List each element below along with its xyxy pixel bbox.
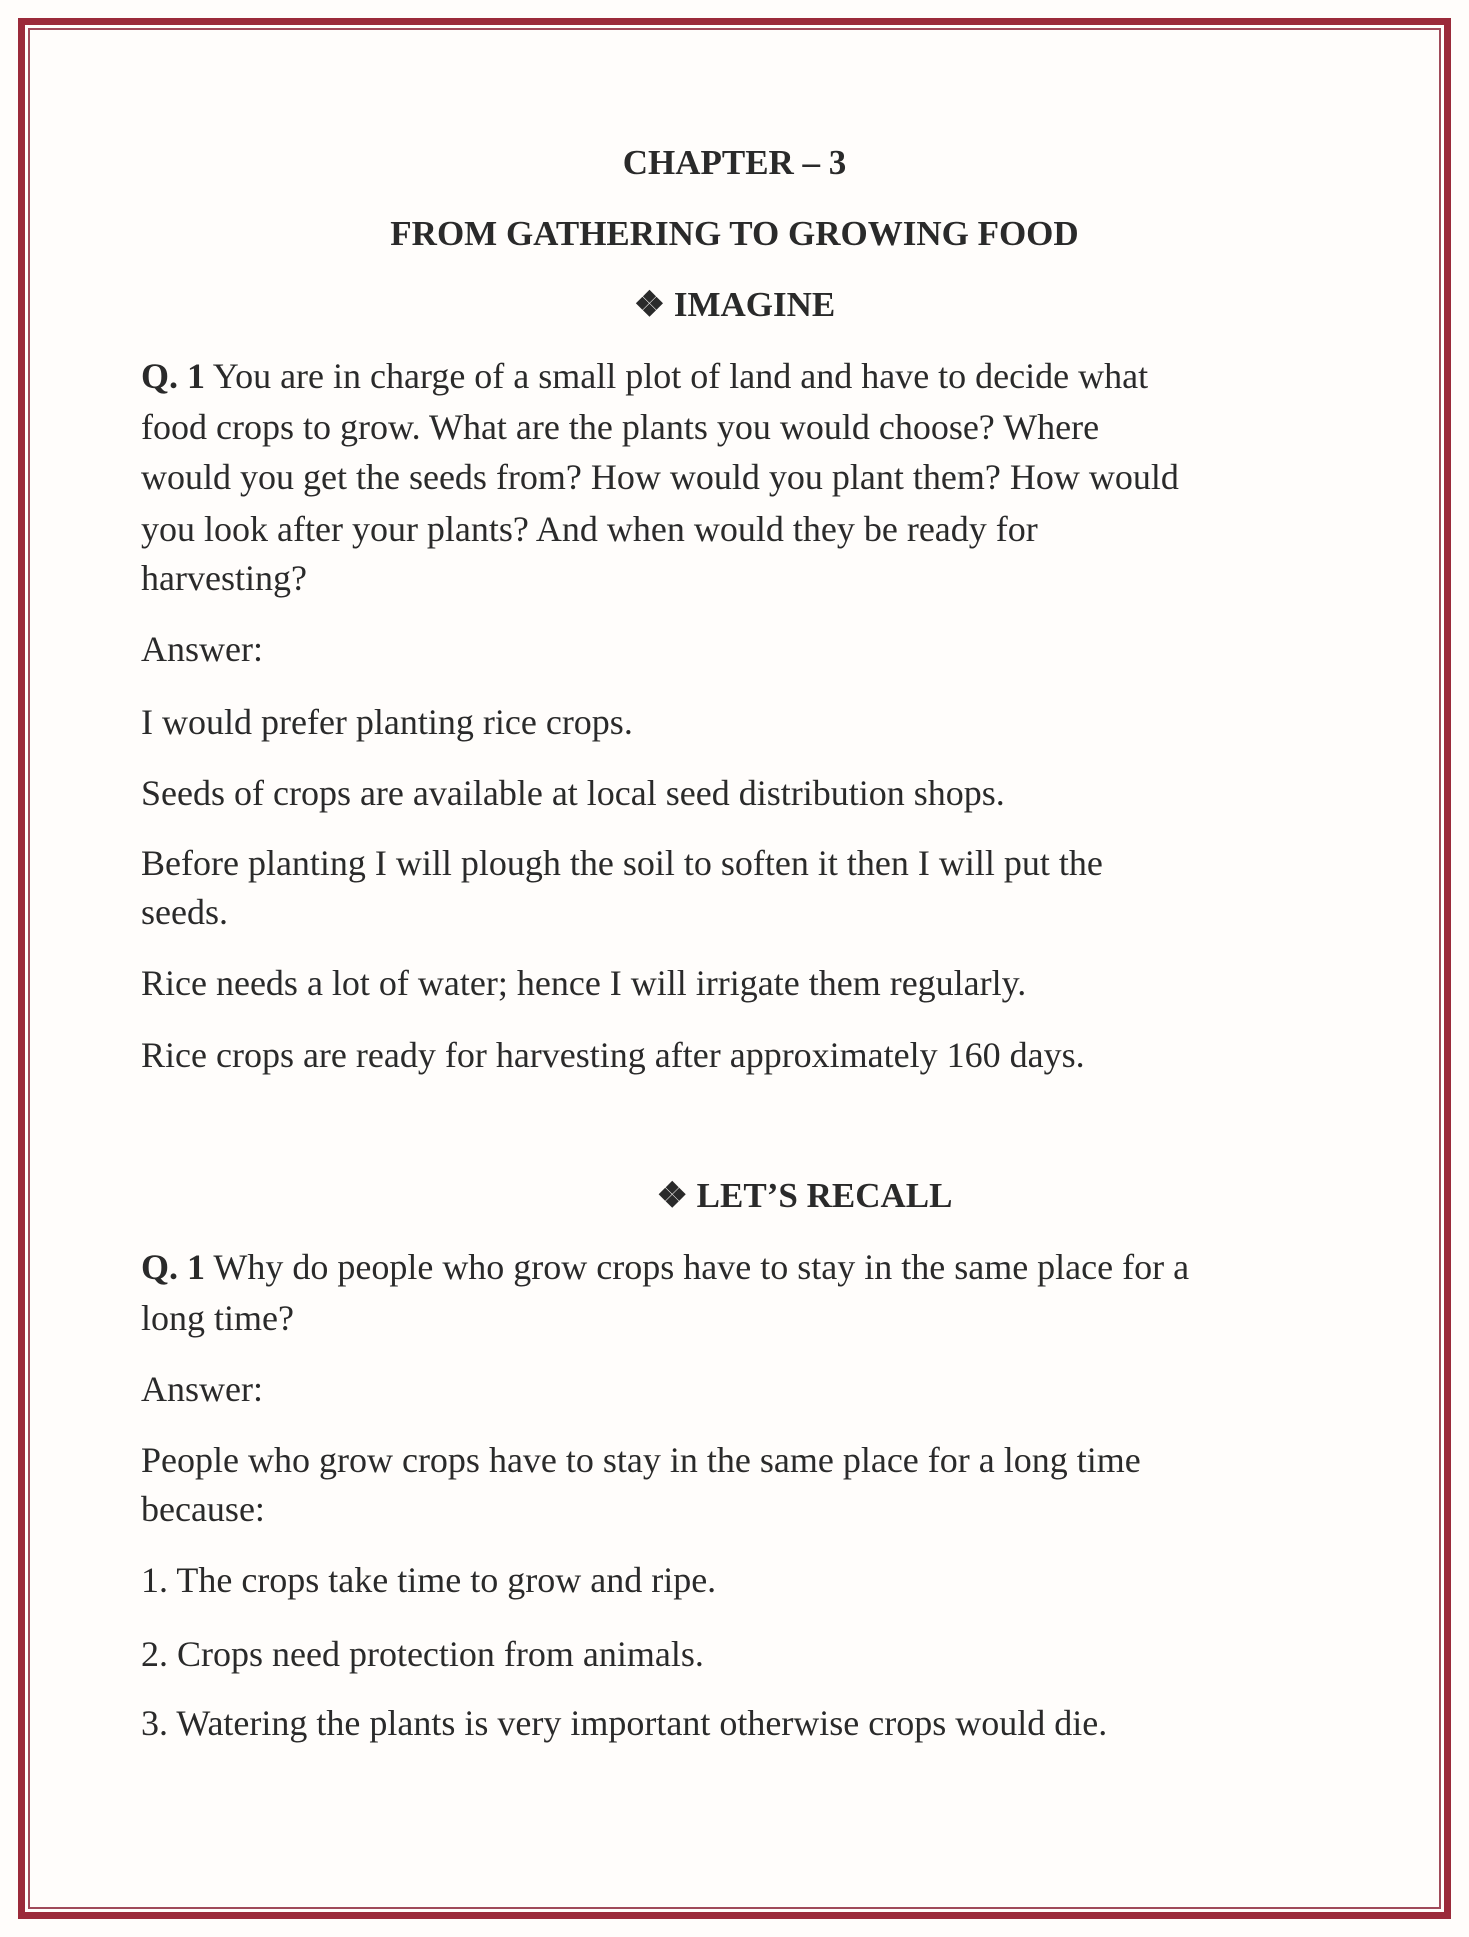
answer-line: seeds.: [141, 892, 228, 932]
answer-line: Rice needs a lot of water; hence I will irrigate them regularly.: [141, 963, 1027, 1003]
answer-line: 1. The crops take time to grow and ripe.: [141, 1560, 717, 1600]
question-line: [141, 354, 1148, 398]
answer-line: 2. Crops need protection from animals.: [141, 1634, 704, 1674]
question-label: Q. 1: [141, 356, 206, 396]
answer-line: because:: [141, 1489, 265, 1529]
answer-line: 3. Watering the plants is very important otherwise crops would die.: [141, 1703, 1108, 1743]
answer-line: Seeds of crops are available at local seed distribution shops.: [141, 773, 1005, 813]
question-line: you look after your plants? And when would they be ready for: [141, 509, 1038, 549]
chapter-title: FROM GATHERING TO GROWING FOOD: [390, 214, 1079, 253]
section-heading-recall: [140, 1174, 1469, 1218]
diamond-bullet-icon: ❖: [656, 1176, 688, 1215]
answer-line: Before planting I will plough the soil to soften it then I will put the: [141, 843, 1103, 883]
question-label: Q. 1: [141, 1247, 206, 1287]
answer-line: I would prefer planting rice crops.: [141, 702, 633, 742]
question-line: would you get the seeds from? How would you plant them? How would: [141, 457, 1179, 497]
heading-text: IMAGINE: [673, 285, 836, 324]
question-line: food crops to grow. What are the plants you would choose? Where: [141, 407, 1100, 447]
answer-line: People who grow crops have to stay in the same place for a long time: [141, 1440, 1141, 1480]
question-line: harvesting?: [141, 558, 307, 598]
question-line: long time?: [141, 1298, 294, 1338]
question-text: Why do people who grow crops have to stay in the same place for a: [213, 1247, 1190, 1287]
answer-label: Answer:: [141, 629, 263, 669]
diamond-bullet-icon: ❖: [633, 285, 666, 324]
chapter-number: CHAPTER – 3: [622, 143, 847, 182]
heading-text: LET’S RECALL: [696, 1176, 953, 1215]
question-line: [141, 1245, 1189, 1289]
section-heading-imagine: [0, 283, 1469, 327]
answer-line: Rice crops are ready for harvesting after approximately 160 days.: [141, 1035, 1085, 1075]
question-text: You are in charge of a small plot of land and have to decide what: [212, 356, 1149, 396]
answer-label: Answer:: [141, 1369, 263, 1409]
